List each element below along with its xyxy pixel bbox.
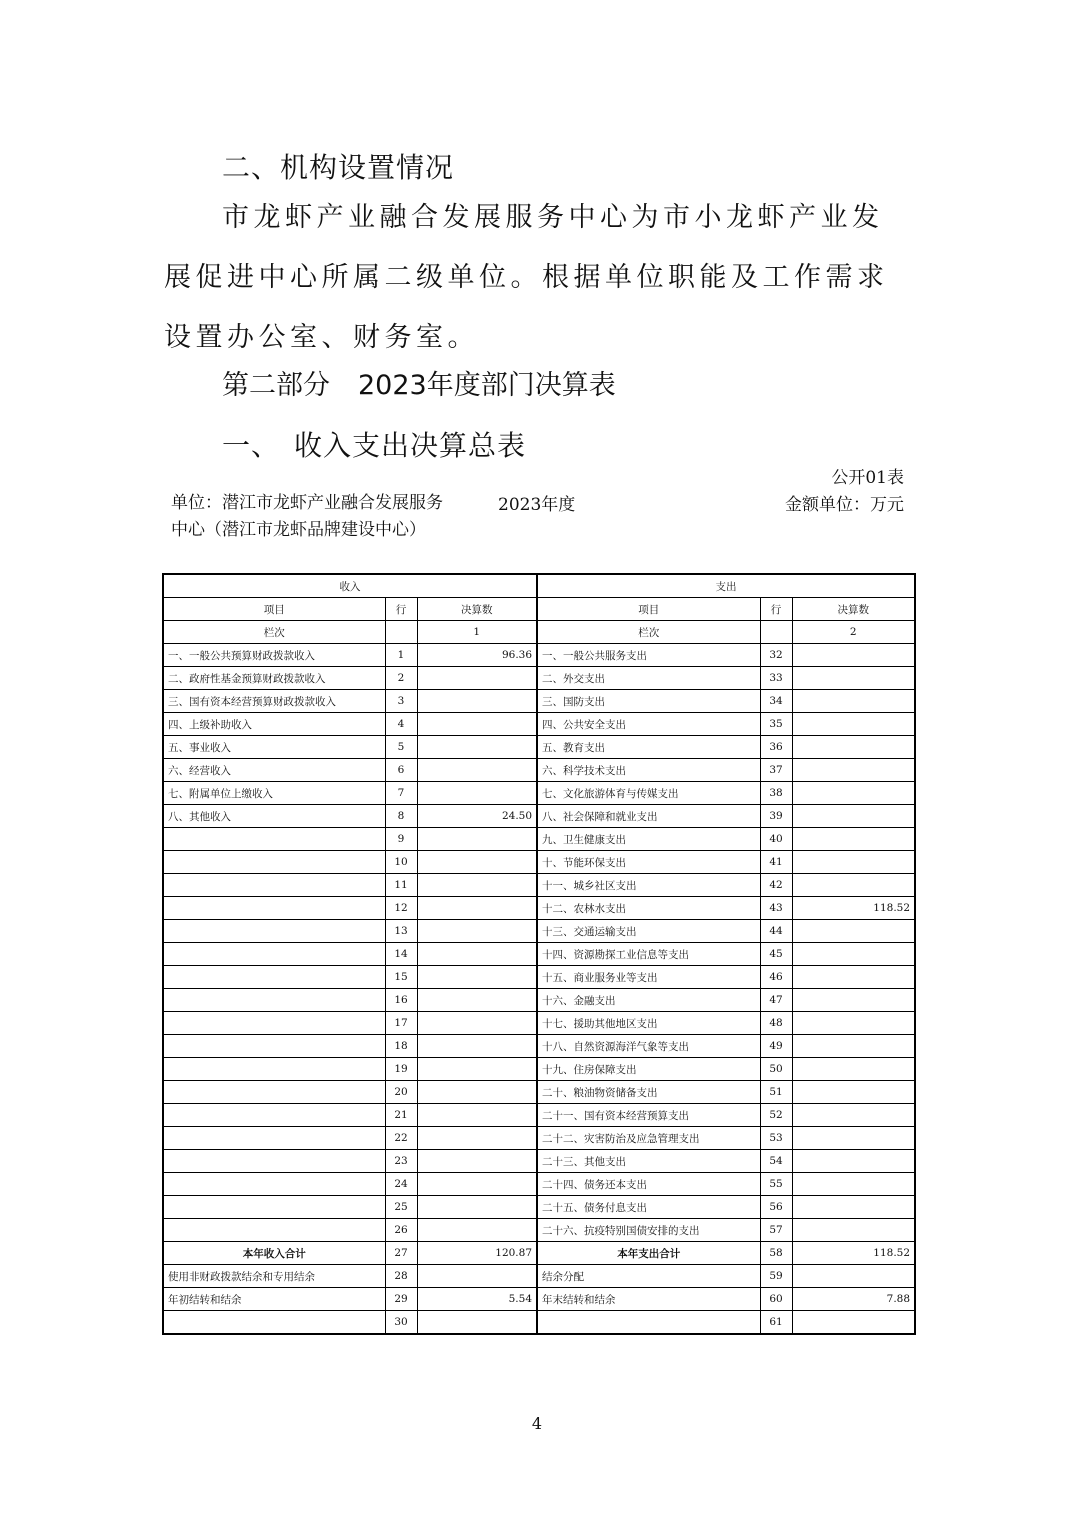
expense-amount: [792, 1058, 915, 1081]
expense-item: 二十四、债务还本支出: [537, 1173, 760, 1196]
income-item: 三、国有资本经营预算财政拨款收入: [163, 690, 385, 713]
expense-amount: [792, 713, 915, 736]
expense-item: 结余分配: [537, 1265, 760, 1288]
income-amount: [417, 1196, 537, 1219]
income-amount: [417, 920, 537, 943]
expense-item: 十一、城乡社区支出: [537, 874, 760, 897]
income-item: [163, 897, 385, 920]
expense-line: 43: [760, 897, 792, 920]
expense-line: 54: [760, 1150, 792, 1173]
expense-item: 五、教育支出: [537, 736, 760, 759]
expense-item: 十四、资源勘探工业信息等支出: [537, 943, 760, 966]
income-item: 本年收入合计: [163, 1242, 385, 1265]
expense-amount: [792, 1219, 915, 1242]
expense-line: 58: [760, 1242, 792, 1265]
table-row: [163, 897, 915, 920]
table-row: [163, 943, 915, 966]
table-heading-title: 收入支出决算总表: [294, 429, 527, 462]
expense-amount: [792, 805, 915, 828]
income-line: 18: [385, 1035, 417, 1058]
income-col-amount: 决算数: [417, 598, 537, 621]
unit-label: 单位：潜江市龙虾产业融合发展服务中心（潜江市龙虾品牌建设中心）: [171, 493, 443, 540]
expense-amount: [792, 667, 915, 690]
income-amount: [417, 943, 537, 966]
income-line: 29: [385, 1288, 417, 1311]
income-item: [163, 966, 385, 989]
income-line: 26: [385, 1219, 417, 1242]
expense-item: 三、国防支出: [537, 690, 760, 713]
expense-item: 本年支出合计: [537, 1242, 760, 1265]
expense-amount: [792, 690, 915, 713]
expense-header: 支出: [537, 574, 915, 598]
income-item: 二、政府性基金预算财政拨款收入: [163, 667, 385, 690]
income-col-line: 行: [385, 598, 417, 621]
income-expense-table: [162, 573, 916, 1335]
income-item: [163, 1012, 385, 1035]
income-item: [163, 943, 385, 966]
income-amount: [417, 736, 537, 759]
table-row: [163, 828, 915, 851]
expense-item: 二十五、债务付息支出: [537, 1196, 760, 1219]
income-line: 28: [385, 1265, 417, 1288]
expense-item: 二、外交支出: [537, 667, 760, 690]
expense-item: 十八、自然资源海洋气象等支出: [537, 1035, 760, 1058]
income-index-num: 1: [417, 621, 537, 644]
income-line: 24: [385, 1173, 417, 1196]
expense-col-line: 行: [760, 598, 792, 621]
table-row: [163, 690, 915, 713]
table-row: [163, 1012, 915, 1035]
expense-item: 十三、交通运输支出: [537, 920, 760, 943]
income-line: 20: [385, 1081, 417, 1104]
part-title: 2023年度部门决算表: [358, 370, 616, 401]
income-line: 17: [385, 1012, 417, 1035]
page-number: 4: [531, 1414, 543, 1433]
income-item: [163, 1219, 385, 1242]
table-row: [163, 989, 915, 1012]
expense-item: 十七、援助其他地区支出: [537, 1012, 760, 1035]
income-item: [163, 1058, 385, 1081]
table-row: [163, 1127, 915, 1150]
expense-amount: [792, 1035, 915, 1058]
income-line: 21: [385, 1104, 417, 1127]
income-amount: [417, 1173, 537, 1196]
income-item: 六、经营收入: [163, 759, 385, 782]
table-row: [163, 644, 915, 667]
expense-amount: [792, 782, 915, 805]
expense-item: 十九、住房保障支出: [537, 1058, 760, 1081]
expense-item: 八、社会保障和就业支出: [537, 805, 760, 828]
income-amount: 96.36: [417, 644, 537, 667]
expense-line: 50: [760, 1058, 792, 1081]
income-line: 27: [385, 1242, 417, 1265]
expense-amount: 118.52: [792, 897, 915, 920]
expense-item: 十二、农林水支出: [537, 897, 760, 920]
expense-line: 32: [760, 644, 792, 667]
income-item: [163, 1035, 385, 1058]
expense-line: 53: [760, 1127, 792, 1150]
expense-line: 48: [760, 1012, 792, 1035]
expense-line: 49: [760, 1035, 792, 1058]
income-line: 30: [385, 1311, 417, 1335]
table-row: [163, 874, 915, 897]
expense-amount: [792, 920, 915, 943]
table-row: [163, 736, 915, 759]
org-setup-paragraph: [164, 188, 914, 368]
income-amount: [417, 966, 537, 989]
table-row: [163, 1311, 915, 1335]
income-amount: [417, 1012, 537, 1035]
expense-col-amount: 决算数: [792, 598, 915, 621]
expense-item: 十六、金融支出: [537, 989, 760, 1012]
income-item: [163, 989, 385, 1012]
expense-line: 34: [760, 690, 792, 713]
income-line: 11: [385, 874, 417, 897]
income-amount: [417, 1311, 537, 1335]
income-amount: [417, 1058, 537, 1081]
income-item: [163, 874, 385, 897]
income-line: 2: [385, 667, 417, 690]
expense-line: 44: [760, 920, 792, 943]
expense-amount: [792, 1104, 915, 1127]
expense-amount: [792, 989, 915, 1012]
expense-amount: [792, 828, 915, 851]
income-amount: [417, 782, 537, 805]
income-amount: [417, 874, 537, 897]
income-line: 8: [385, 805, 417, 828]
expense-col-item: 项目: [537, 598, 760, 621]
table-row: [163, 713, 915, 736]
income-item: 四、上级补助收入: [163, 713, 385, 736]
income-line: 23: [385, 1150, 417, 1173]
expense-item: 十、节能环保支出: [537, 851, 760, 874]
expense-amount: [792, 966, 915, 989]
expense-line: 52: [760, 1104, 792, 1127]
expense-line: 35: [760, 713, 792, 736]
expense-item: 年末结转和结余: [537, 1288, 760, 1311]
income-amount: [417, 759, 537, 782]
table-row: [163, 1173, 915, 1196]
expense-line: 51: [760, 1081, 792, 1104]
income-line: 15: [385, 966, 417, 989]
income-amount: [417, 851, 537, 874]
income-amount: [417, 713, 537, 736]
table-row: [163, 1081, 915, 1104]
column-index-row: [163, 621, 915, 644]
income-amount: 24.50: [417, 805, 537, 828]
expense-index-line: [760, 621, 792, 644]
table-row: [163, 1150, 915, 1173]
expense-line: 56: [760, 1196, 792, 1219]
expense-item: 二十六、抗疫特别国债安排的支出: [537, 1219, 760, 1242]
column-header-row: [163, 598, 915, 621]
table-row: [163, 782, 915, 805]
income-line: 19: [385, 1058, 417, 1081]
expense-item: 七、文化旅游体育与传媒支出: [537, 782, 760, 805]
expense-amount: 7.88: [792, 1288, 915, 1311]
income-item: [163, 920, 385, 943]
income-item: 年初结转和结余: [163, 1288, 385, 1311]
table-row: [163, 1035, 915, 1058]
income-line: 25: [385, 1196, 417, 1219]
expense-line: 57: [760, 1219, 792, 1242]
expense-line: 39: [760, 805, 792, 828]
income-header: 收入: [163, 574, 537, 598]
expense-item: 二十、粮油物资储备支出: [537, 1081, 760, 1104]
expense-amount: [792, 1150, 915, 1173]
income-amount: 120.87: [417, 1242, 537, 1265]
expense-amount: [792, 1081, 915, 1104]
expense-item: 二十二、灾害防治及应急管理支出: [537, 1127, 760, 1150]
income-line: 14: [385, 943, 417, 966]
income-line: 5: [385, 736, 417, 759]
expense-amount: [792, 1196, 915, 1219]
expense-line: 61: [760, 1311, 792, 1335]
expense-amount: [792, 1311, 915, 1335]
table-row: [163, 966, 915, 989]
year-label: 2023年度: [498, 495, 576, 515]
income-line: 13: [385, 920, 417, 943]
income-amount: [417, 1150, 537, 1173]
income-line: 4: [385, 713, 417, 736]
expense-amount: [792, 1012, 915, 1035]
income-amount: [417, 1219, 537, 1242]
table-row: [163, 1219, 915, 1242]
expense-line: 37: [760, 759, 792, 782]
income-amount: [417, 667, 537, 690]
table-row: [163, 805, 915, 828]
expense-line: 59: [760, 1265, 792, 1288]
table-row: [163, 1104, 915, 1127]
expense-item: [537, 1311, 760, 1335]
income-amount: [417, 1265, 537, 1288]
expense-line: 36: [760, 736, 792, 759]
income-amount: [417, 690, 537, 713]
expense-line: 38: [760, 782, 792, 805]
expense-amount: [792, 874, 915, 897]
expense-item: 六、科学技术支出: [537, 759, 760, 782]
income-item: [163, 1196, 385, 1219]
table-header-row: [163, 574, 915, 598]
income-item: 使用非财政拨款结余和专用结余: [163, 1265, 385, 1288]
income-item: 五、事业收入: [163, 736, 385, 759]
income-item: [163, 851, 385, 874]
expense-line: 60: [760, 1288, 792, 1311]
expense-amount: [792, 1265, 915, 1288]
expense-item: 二十三、其他支出: [537, 1150, 760, 1173]
expense-amount: [792, 1127, 915, 1150]
expense-amount: [792, 736, 915, 759]
income-line: 16: [385, 989, 417, 1012]
income-amount: [417, 897, 537, 920]
part-label: 第二部分: [222, 370, 330, 401]
income-line: 7: [385, 782, 417, 805]
expense-amount: 118.52: [792, 1242, 915, 1265]
table-code: 公开01表: [831, 468, 904, 488]
income-item: [163, 1081, 385, 1104]
income-amount: [417, 1104, 537, 1127]
income-item: 七、附属单位上缴收入: [163, 782, 385, 805]
expense-line: 41: [760, 851, 792, 874]
income-item: [163, 1311, 385, 1335]
table-row: [163, 667, 915, 690]
income-index-label: 栏次: [163, 621, 385, 644]
expense-line: 40: [760, 828, 792, 851]
table-heading-num: 一、: [222, 429, 281, 462]
income-line: 1: [385, 644, 417, 667]
expense-line: 46: [760, 966, 792, 989]
income-amount: [417, 989, 537, 1012]
expense-index-num: 2: [792, 621, 915, 644]
income-item: [163, 1127, 385, 1150]
table-row: [163, 920, 915, 943]
money-unit: 金额单位：万元: [785, 495, 904, 515]
expense-item: 十五、商业服务业等支出: [537, 966, 760, 989]
income-line: 10: [385, 851, 417, 874]
expense-line: 45: [760, 943, 792, 966]
expense-line: 33: [760, 667, 792, 690]
income-item: [163, 1150, 385, 1173]
table-row: [163, 1196, 915, 1219]
income-line: 22: [385, 1127, 417, 1150]
table-row: [163, 759, 915, 782]
table-heading: [222, 424, 526, 464]
expense-amount: [792, 759, 915, 782]
income-line: 3: [385, 690, 417, 713]
income-line: 12: [385, 897, 417, 920]
income-amount: [417, 828, 537, 851]
expense-item: 九、卫生健康支出: [537, 828, 760, 851]
table-row: [163, 1265, 915, 1288]
income-item: 八、其他收入: [163, 805, 385, 828]
table-row: [163, 1288, 915, 1311]
paragraph-text: 市龙虾产业融合发展服务中心为市小龙虾产业发展促进中心所属二级单位。根据单位职能及工作需求设置办公室、财务室。: [164, 202, 889, 353]
income-amount: 5.54: [417, 1288, 537, 1311]
income-index-line: [385, 621, 417, 644]
income-amount: [417, 1127, 537, 1150]
income-amount: [417, 1035, 537, 1058]
expense-line: 55: [760, 1173, 792, 1196]
table-row: [163, 1058, 915, 1081]
expense-amount: [792, 851, 915, 874]
income-item: [163, 1173, 385, 1196]
income-item: 一、一般公共预算财政拨款收入: [163, 644, 385, 667]
expense-index-label: 栏次: [537, 621, 760, 644]
table-row: [163, 851, 915, 874]
part-heading: [222, 363, 616, 402]
income-item: [163, 828, 385, 851]
income-line: 6: [385, 759, 417, 782]
expense-item: 一、一般公共服务支出: [537, 644, 760, 667]
expense-amount: [792, 1173, 915, 1196]
expense-amount: [792, 943, 915, 966]
table-row: [163, 1242, 915, 1265]
income-item: [163, 1104, 385, 1127]
section-heading: 二、机构设置情况: [222, 151, 455, 184]
expense-item: 四、公共安全支出: [537, 713, 760, 736]
expense-line: 47: [760, 989, 792, 1012]
income-line: 9: [385, 828, 417, 851]
expense-amount: [792, 644, 915, 667]
income-amount: [417, 1081, 537, 1104]
income-col-item: 项目: [163, 598, 385, 621]
expense-item: 二十一、国有资本经营预算支出: [537, 1104, 760, 1127]
expense-line: 42: [760, 874, 792, 897]
